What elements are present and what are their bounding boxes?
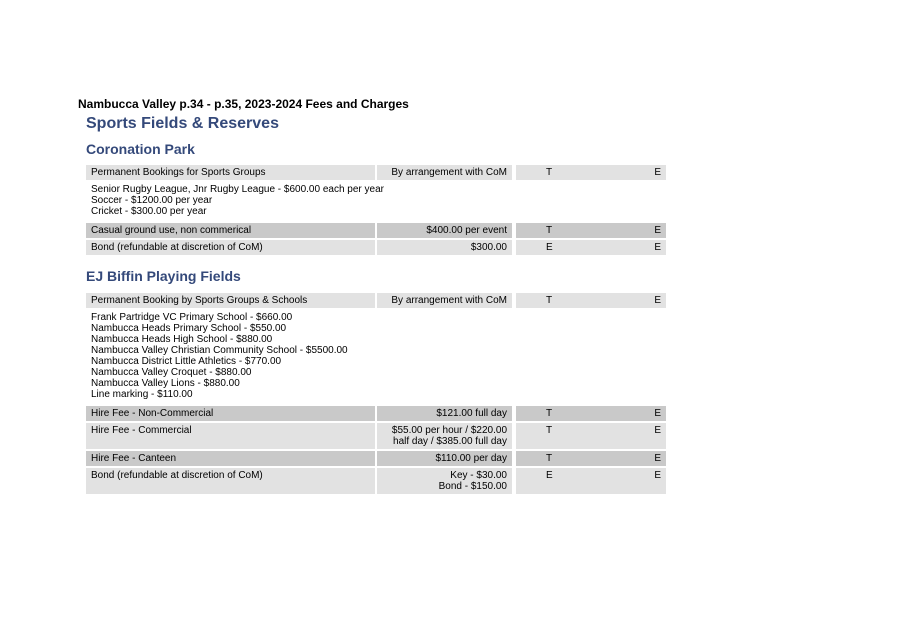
table-row: [86, 223, 666, 238]
ej-biffin-table: [86, 291, 666, 496]
note-line: Senior Rugby League, Jnr Rugby League - $600.00 each per year: [91, 184, 384, 195]
fee-charge: $300.00: [377, 240, 512, 255]
fee-charge-line: $55.00 per hour / $220.00: [391, 425, 507, 436]
note-line: Nambucca District Little Athletics - $770.00: [91, 356, 282, 367]
fee-description: Permanent Bookings for Sports Groups: [86, 165, 375, 180]
fee-description: Hire Fee - Canteen: [86, 451, 375, 466]
fee-gst-code: T: [516, 293, 585, 308]
fee-charge: By arrangement with CoM: [377, 293, 512, 308]
fee-gst-code: T: [516, 406, 585, 421]
note-line: Soccer - $1200.00 per year: [91, 195, 213, 206]
table-row: [86, 240, 666, 255]
fee-charge: $121.00 full day: [377, 406, 512, 421]
fee-charge: By arrangement with CoM: [377, 165, 512, 180]
fee-pricing-code: E: [585, 293, 666, 308]
section-title: Sports Fields & Reserves: [86, 115, 279, 132]
fee-charge-line: Bond - $150.00: [438, 481, 507, 492]
fee-gst-code: E: [516, 468, 585, 494]
fee-gst-code: T: [516, 223, 585, 238]
table-row: [86, 451, 666, 466]
fee-description: Hire Fee - Commercial: [86, 423, 375, 449]
note-line: Cricket - $300.00 per year: [91, 206, 207, 217]
table-row: [86, 468, 666, 494]
table-row: [86, 165, 666, 180]
fee-charge: [377, 423, 512, 449]
fee-charge-line: half day / $385.00 full day: [393, 436, 507, 447]
fee-pricing-code: E: [585, 223, 666, 238]
fees-content: [86, 113, 666, 496]
fee-pricing-code: E: [585, 240, 666, 255]
fee-pricing-code: E: [585, 406, 666, 421]
table-row: [86, 406, 666, 421]
table-row: [86, 293, 666, 308]
fee-pricing-code: E: [585, 451, 666, 466]
fee-charge: $400.00 per event: [377, 223, 512, 238]
fee-notes: [86, 310, 666, 404]
table-row-notes: [86, 182, 666, 221]
fee-description: Bond (refundable at discretion of CoM): [86, 468, 375, 494]
coronation-park-title: Coronation Park: [86, 141, 195, 157]
table-row: [86, 423, 666, 449]
note-line: Nambucca Heads High School - $880.00: [91, 334, 273, 345]
page-header: Nambucca Valley p.34 - p.35, 2023-2024 Fees and Charges: [78, 97, 409, 111]
fee-charge: $110.00 per day: [377, 451, 512, 466]
fee-description: Casual ground use, non commerical: [86, 223, 375, 238]
fee-pricing-code: E: [585, 423, 666, 449]
fee-charge-line: Key - $30.00: [450, 470, 507, 481]
fee-gst-code: T: [516, 451, 585, 466]
coronation-park-table: [86, 163, 666, 257]
fee-gst-code: T: [516, 423, 585, 449]
note-line: Nambucca Valley Christian Community School - $5500.00: [91, 345, 348, 356]
fee-notes: [86, 182, 666, 221]
fee-description: Bond (refundable at discretion of CoM): [86, 240, 375, 255]
fee-description: Permanent Booking by Sports Groups & Schools: [86, 293, 375, 308]
fee-pricing-code: E: [585, 468, 666, 494]
ej-biffin-title: EJ Biffin Playing Fields: [86, 268, 241, 284]
note-line: Nambucca Valley Croquet - $880.00: [91, 367, 252, 378]
fee-pricing-code: E: [585, 165, 666, 180]
fee-charge: [377, 468, 512, 494]
note-line: Nambucca Valley Lions - $880.00: [91, 378, 240, 389]
note-line: Frank Partridge VC Primary School - $660.00: [91, 312, 293, 323]
fee-gst-code: E: [516, 240, 585, 255]
fee-description: Hire Fee - Non-Commercial: [86, 406, 375, 421]
table-row-notes: [86, 310, 666, 404]
note-line: Nambucca Heads Primary School - $550.00: [91, 323, 287, 334]
fee-gst-code: T: [516, 165, 585, 180]
note-line: Line marking - $110.00: [91, 389, 193, 400]
